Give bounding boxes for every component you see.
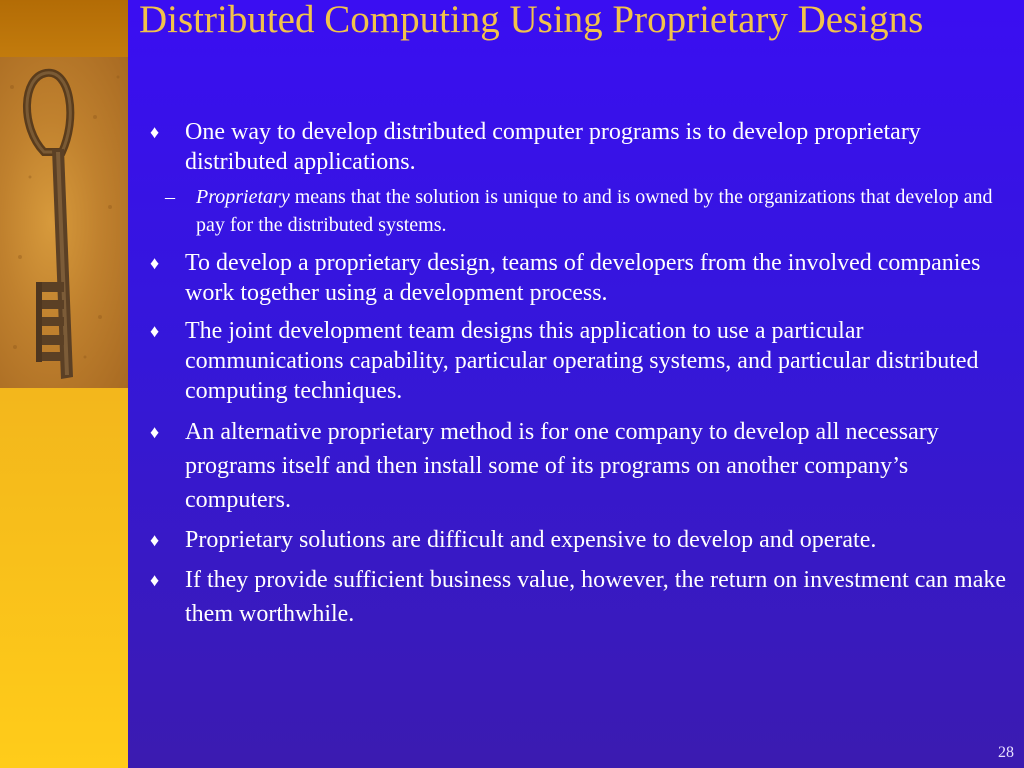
emphasized-term: Proprietary (196, 186, 290, 208)
diamond-bullet-icon: ♦ (150, 530, 160, 550)
sub-bullet-text: means that the solution is unique to and is owned by the organizations that develop and pay for the distributed systems. (196, 186, 993, 236)
sub-bullet-item (115, 183, 1012, 239)
bullet-list (150, 117, 1012, 631)
bullet-item (150, 248, 1012, 308)
bullet-item (150, 415, 1012, 517)
diamond-bullet-icon: ♦ (150, 321, 160, 341)
diamond-bullet-icon: ♦ (150, 422, 160, 442)
bullet-text: To develop a proprietary design, teams of developers from the involved companies work together using a development process. (185, 250, 981, 306)
bullet-text: One way to develop distributed computer programs is to develop proprietary distributed applications. (185, 119, 921, 175)
dash-bullet-icon: – (165, 186, 175, 208)
slide-title: Distributed Computing Using Proprietary Designs (139, 0, 924, 41)
bullet-item (150, 563, 1012, 631)
key-image (0, 57, 128, 388)
diamond-bullet-icon: ♦ (150, 570, 160, 590)
bullet-item (150, 523, 1012, 557)
diamond-bullet-icon: ♦ (150, 122, 160, 142)
page-number: 28 (998, 744, 1014, 761)
bullet-text: If they provide sufficient business value, however, the return on investment can make them worthwhile. (185, 567, 1007, 627)
bullet-item (150, 117, 1012, 177)
bullet-item (150, 316, 1012, 406)
diamond-bullet-icon: ♦ (150, 253, 160, 273)
bullet-text: The joint development team designs this application to use a particular communications capability, particular operating systems, and particular distributed computing techniques. (185, 318, 979, 404)
bullet-text: Proprietary solutions are difficult and expensive to develop and operate. (185, 527, 877, 553)
antique-key-icon (0, 57, 128, 388)
bullet-text: An alternative proprietary method is for one company to develop all necessary programs itself and then install some of its programs on another company’s computers. (185, 419, 939, 513)
